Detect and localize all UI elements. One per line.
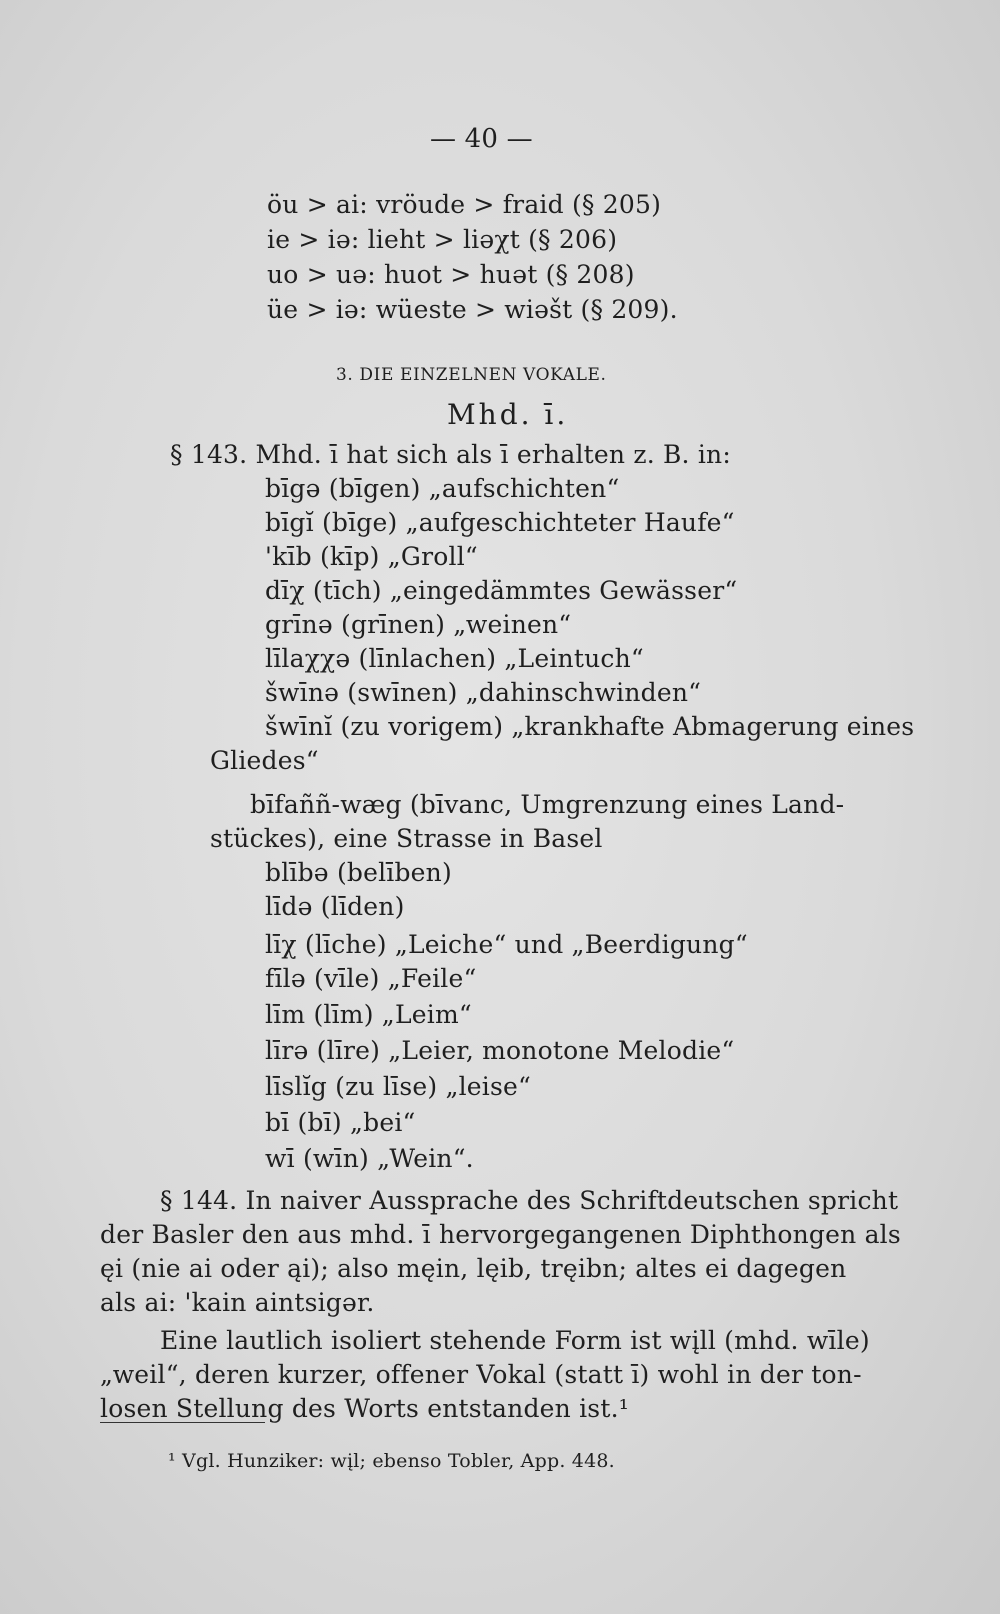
page-number: — 40 — bbox=[430, 124, 533, 154]
example-entry-continuation: Gliedes“ bbox=[210, 746, 319, 775]
footnote: ¹ Vgl. Hunziker: wįl; ebenso Tobler, App. 448. bbox=[168, 1450, 615, 1472]
example-entry: dīχ (tīch) „eingedämmtes Gewässer“ bbox=[265, 576, 738, 605]
paragraph-144-line-2: der Basler den aus mhd. ī hervorgegangenen Diphthongen als bbox=[100, 1220, 901, 1249]
paragraph-line: losen Stellung des Worts entstanden ist.¹ bbox=[100, 1394, 629, 1423]
paragraph-144-line-1: § 144. In naiver Aussprache des Schriftdeutschen spricht bbox=[160, 1186, 899, 1215]
example-entry: šwīnĭ (zu vorigem) „krankhafte Abmagerung eines bbox=[265, 712, 915, 741]
example-entry: bīgĭ (bīge) „aufgeschichteter Haufe“ bbox=[265, 508, 735, 537]
example-entry: 'kīb (kīp) „Groll“ bbox=[265, 542, 478, 571]
example-entry: līdə (līden) bbox=[265, 892, 405, 921]
subsection-heading: Mhd. ī. bbox=[447, 398, 569, 431]
example-entry: līlaχχə (līnlachen) „Leintuch“ bbox=[265, 644, 644, 673]
example-entry: līrə (līre) „Leier, monotone Melodie“ bbox=[265, 1036, 735, 1065]
example-entry: bīgə (bīgen) „aufschichten“ bbox=[265, 474, 620, 503]
paragraph-143-intro: § 143. Mhd. ī hat sich als ī erhalten z. B. in: bbox=[170, 440, 731, 469]
example-entry: fīlə (vīle) „Feile“ bbox=[265, 964, 477, 993]
paragraph-144-line-4: als ai: 'kain aintsigər. bbox=[100, 1288, 375, 1317]
paragraph-144-line-3: ęi (nie ai oder ąi); also męin, lęib, tręibn; altes ei dagegen bbox=[100, 1254, 847, 1283]
diphthong-line-2: ie > iə: lieht > liəχt (§ 206) bbox=[267, 225, 618, 254]
section-heading: 3. DIE EINZELNEN VOKALE. bbox=[336, 365, 607, 385]
example-entry: līm (līm) „Leim“ bbox=[265, 1000, 472, 1029]
example-entry: līχ (līche) „Leiche“ und „Beerdigung“ bbox=[265, 930, 748, 959]
footnote-separator bbox=[100, 1422, 265, 1423]
diphthong-line-4: üe > iə: wüeste > wiəšt (§ 209). bbox=[267, 295, 678, 324]
paragraph-line: Eine lautlich isoliert stehende Form ist wįll (mhd. wīle) bbox=[160, 1326, 870, 1355]
example-entry: šwīnə (swīnen) „dahinschwinden“ bbox=[265, 678, 702, 707]
example-entry-continuation: stückes), eine Strasse in Basel bbox=[210, 824, 603, 853]
example-entry: bīfaññ-wæg (bīvanc, Umgrenzung eines Land- bbox=[250, 790, 845, 819]
example-entry: grīnə (grīnen) „weinen“ bbox=[265, 610, 572, 639]
paragraph-line: „weil“, deren kurzer, offener Vokal (statt ī) wohl in der ton- bbox=[100, 1360, 862, 1389]
diphthong-line-1: öu > ai: vröude > fraid (§ 205) bbox=[267, 190, 662, 219]
example-entry: bī (bī) „bei“ bbox=[265, 1108, 416, 1137]
diphthong-line-3: uo > uə: huot > huət (§ 208) bbox=[267, 260, 635, 289]
example-entry: wī (wīn) „Wein“. bbox=[265, 1144, 474, 1173]
example-entry: blībə (belīben) bbox=[265, 858, 452, 887]
example-entry: līslĭg (zu līse) „leise“ bbox=[265, 1072, 531, 1101]
